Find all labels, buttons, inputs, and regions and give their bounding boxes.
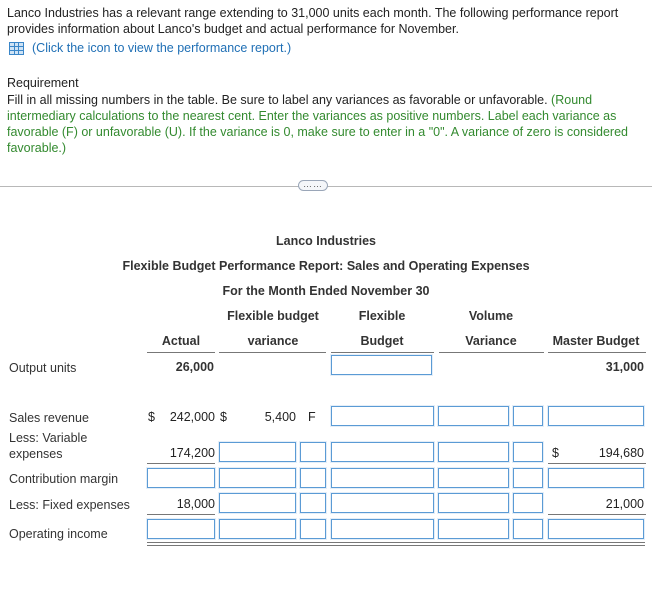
expand-divider-button[interactable]: …… — [298, 180, 328, 191]
company-name: Lanco Industries — [275, 234, 377, 248]
row-label-fixed-expenses: Less: Fixed expenses — [9, 498, 130, 512]
header-flex-bud-line2: Budget — [360, 334, 404, 348]
variable-expenses-actual: 174,200 — [169, 446, 215, 460]
sales-revenue-volume-variance-input[interactable] — [438, 406, 509, 426]
sales-revenue-master-input[interactable] — [548, 406, 644, 426]
output-units-flexible-budget-input[interactable] — [331, 355, 432, 375]
contribution-margin-actual-input[interactable] — [147, 468, 215, 488]
subtotal-underline — [147, 463, 215, 464]
contribution-margin-flexible-label-input[interactable] — [300, 468, 326, 488]
header-flex-var-line1: Flexible budget — [227, 309, 319, 323]
variable-expenses-flexible-label-input[interactable] — [300, 442, 326, 462]
subtotal-underline — [147, 514, 215, 515]
header-underline — [147, 352, 215, 353]
report-period: For the Month Ended November 30 — [222, 284, 430, 298]
header-vol-var-line1: Volume — [468, 309, 514, 323]
header-vol-var-line2: Variance — [465, 334, 517, 348]
variable-expenses-volume-label-input[interactable] — [513, 442, 543, 462]
problem-intro: Lanco Industries has a relevant range extending to 31,000 units each month. The following performance report provides information about Lanco's budget and actual performance for November. — [7, 6, 619, 36]
header-actual: Actual — [161, 334, 201, 348]
operating-income-flexible-variance-input[interactable] — [219, 519, 296, 539]
sales-actual-dollar-sign: $ — [148, 410, 155, 424]
contribution-margin-volume-label-input[interactable] — [513, 468, 543, 488]
sales-revenue-flexible-budget-input[interactable] — [331, 406, 434, 426]
sales-revenue-flexible-variance: 5,400 — [264, 410, 296, 424]
requirement-instructions: (Round intermediary calculations to the nearest cent. Enter the variances as positive numbers. Label each variance as favorable (F) or unfavorable (U). If the variance is 0, make sure to enter in a "0". A variance of zero is considered favorable.) — [7, 93, 628, 155]
header-underline — [219, 352, 326, 353]
report-title: Flexible Budget Performance Report: Sales and Operating Expenses — [122, 259, 530, 273]
row-label-output-units: Output units — [9, 361, 77, 375]
operating-income-master-input[interactable] — [548, 519, 644, 539]
contribution-margin-volume-variance-input[interactable] — [438, 468, 509, 488]
row-label-operating-income: Operating income — [9, 527, 108, 541]
contribution-margin-flexible-budget-input[interactable] — [331, 468, 434, 488]
output-units-actual: 26,000 — [175, 360, 214, 374]
total-double-underline — [147, 542, 645, 543]
fixed-expenses-flexible-label-input[interactable] — [300, 493, 326, 513]
row-label-variable-expenses-line1: Less: Variable — [9, 431, 88, 445]
sales-revenue-volume-label-input[interactable] — [513, 406, 543, 426]
requirement-body — [7, 92, 655, 156]
header-underline — [439, 352, 544, 353]
header-underline — [331, 352, 434, 353]
operating-income-volume-variance-input[interactable] — [438, 519, 509, 539]
output-units-master: 31,000 — [605, 360, 644, 374]
sales-revenue-actual: 242,000 — [169, 410, 215, 424]
requirement-text: Fill in all missing numbers in the table. Be sure to label any variances as favorable or unfavorable. — [7, 93, 548, 107]
fixed-expenses-actual: 18,000 — [176, 497, 215, 511]
header-master: Master Budget — [552, 334, 640, 348]
operating-income-volume-label-input[interactable] — [513, 519, 543, 539]
subtotal-underline — [548, 514, 646, 515]
contribution-margin-flexible-variance-input[interactable] — [219, 468, 296, 488]
operating-income-flexible-budget-input[interactable] — [331, 519, 434, 539]
variable-expenses-master-dollar-sign: $ — [552, 446, 559, 460]
operating-income-actual-input[interactable] — [147, 519, 215, 539]
operating-income-flexible-label-input[interactable] — [300, 519, 326, 539]
requirement-heading: Requirement — [7, 76, 79, 90]
row-label-sales-revenue: Sales revenue — [9, 411, 89, 425]
header-flex-bud-line1: Flexible — [358, 309, 406, 323]
view-report-link[interactable]: (Click the icon to view the performance report.) — [32, 41, 292, 55]
contribution-margin-master-input[interactable] — [548, 468, 644, 488]
header-flex-var-line2: variance — [247, 334, 299, 348]
sales-revenue-variance-label: F — [308, 410, 316, 424]
fixed-expenses-flexible-variance-input[interactable] — [219, 493, 296, 513]
subtotal-underline — [548, 463, 646, 464]
total-double-underline — [147, 545, 645, 546]
variable-expenses-flexible-budget-input[interactable] — [331, 442, 434, 462]
sales-variance-dollar-sign: $ — [220, 410, 227, 424]
variable-expenses-flexible-variance-input[interactable] — [219, 442, 296, 462]
fixed-expenses-volume-variance-input[interactable] — [438, 493, 509, 513]
fixed-expenses-master: 21,000 — [605, 497, 644, 511]
fixed-expenses-flexible-budget-input[interactable] — [331, 493, 434, 513]
variable-expenses-master: 194,680 — [598, 446, 644, 460]
header-underline — [548, 352, 646, 353]
row-label-contribution-margin: Contribution margin — [9, 472, 119, 486]
table-grid-icon[interactable] — [9, 42, 24, 55]
fixed-expenses-volume-label-input[interactable] — [513, 493, 543, 513]
row-label-variable-expenses-line2: expenses — [9, 447, 63, 461]
variable-expenses-volume-variance-input[interactable] — [438, 442, 509, 462]
